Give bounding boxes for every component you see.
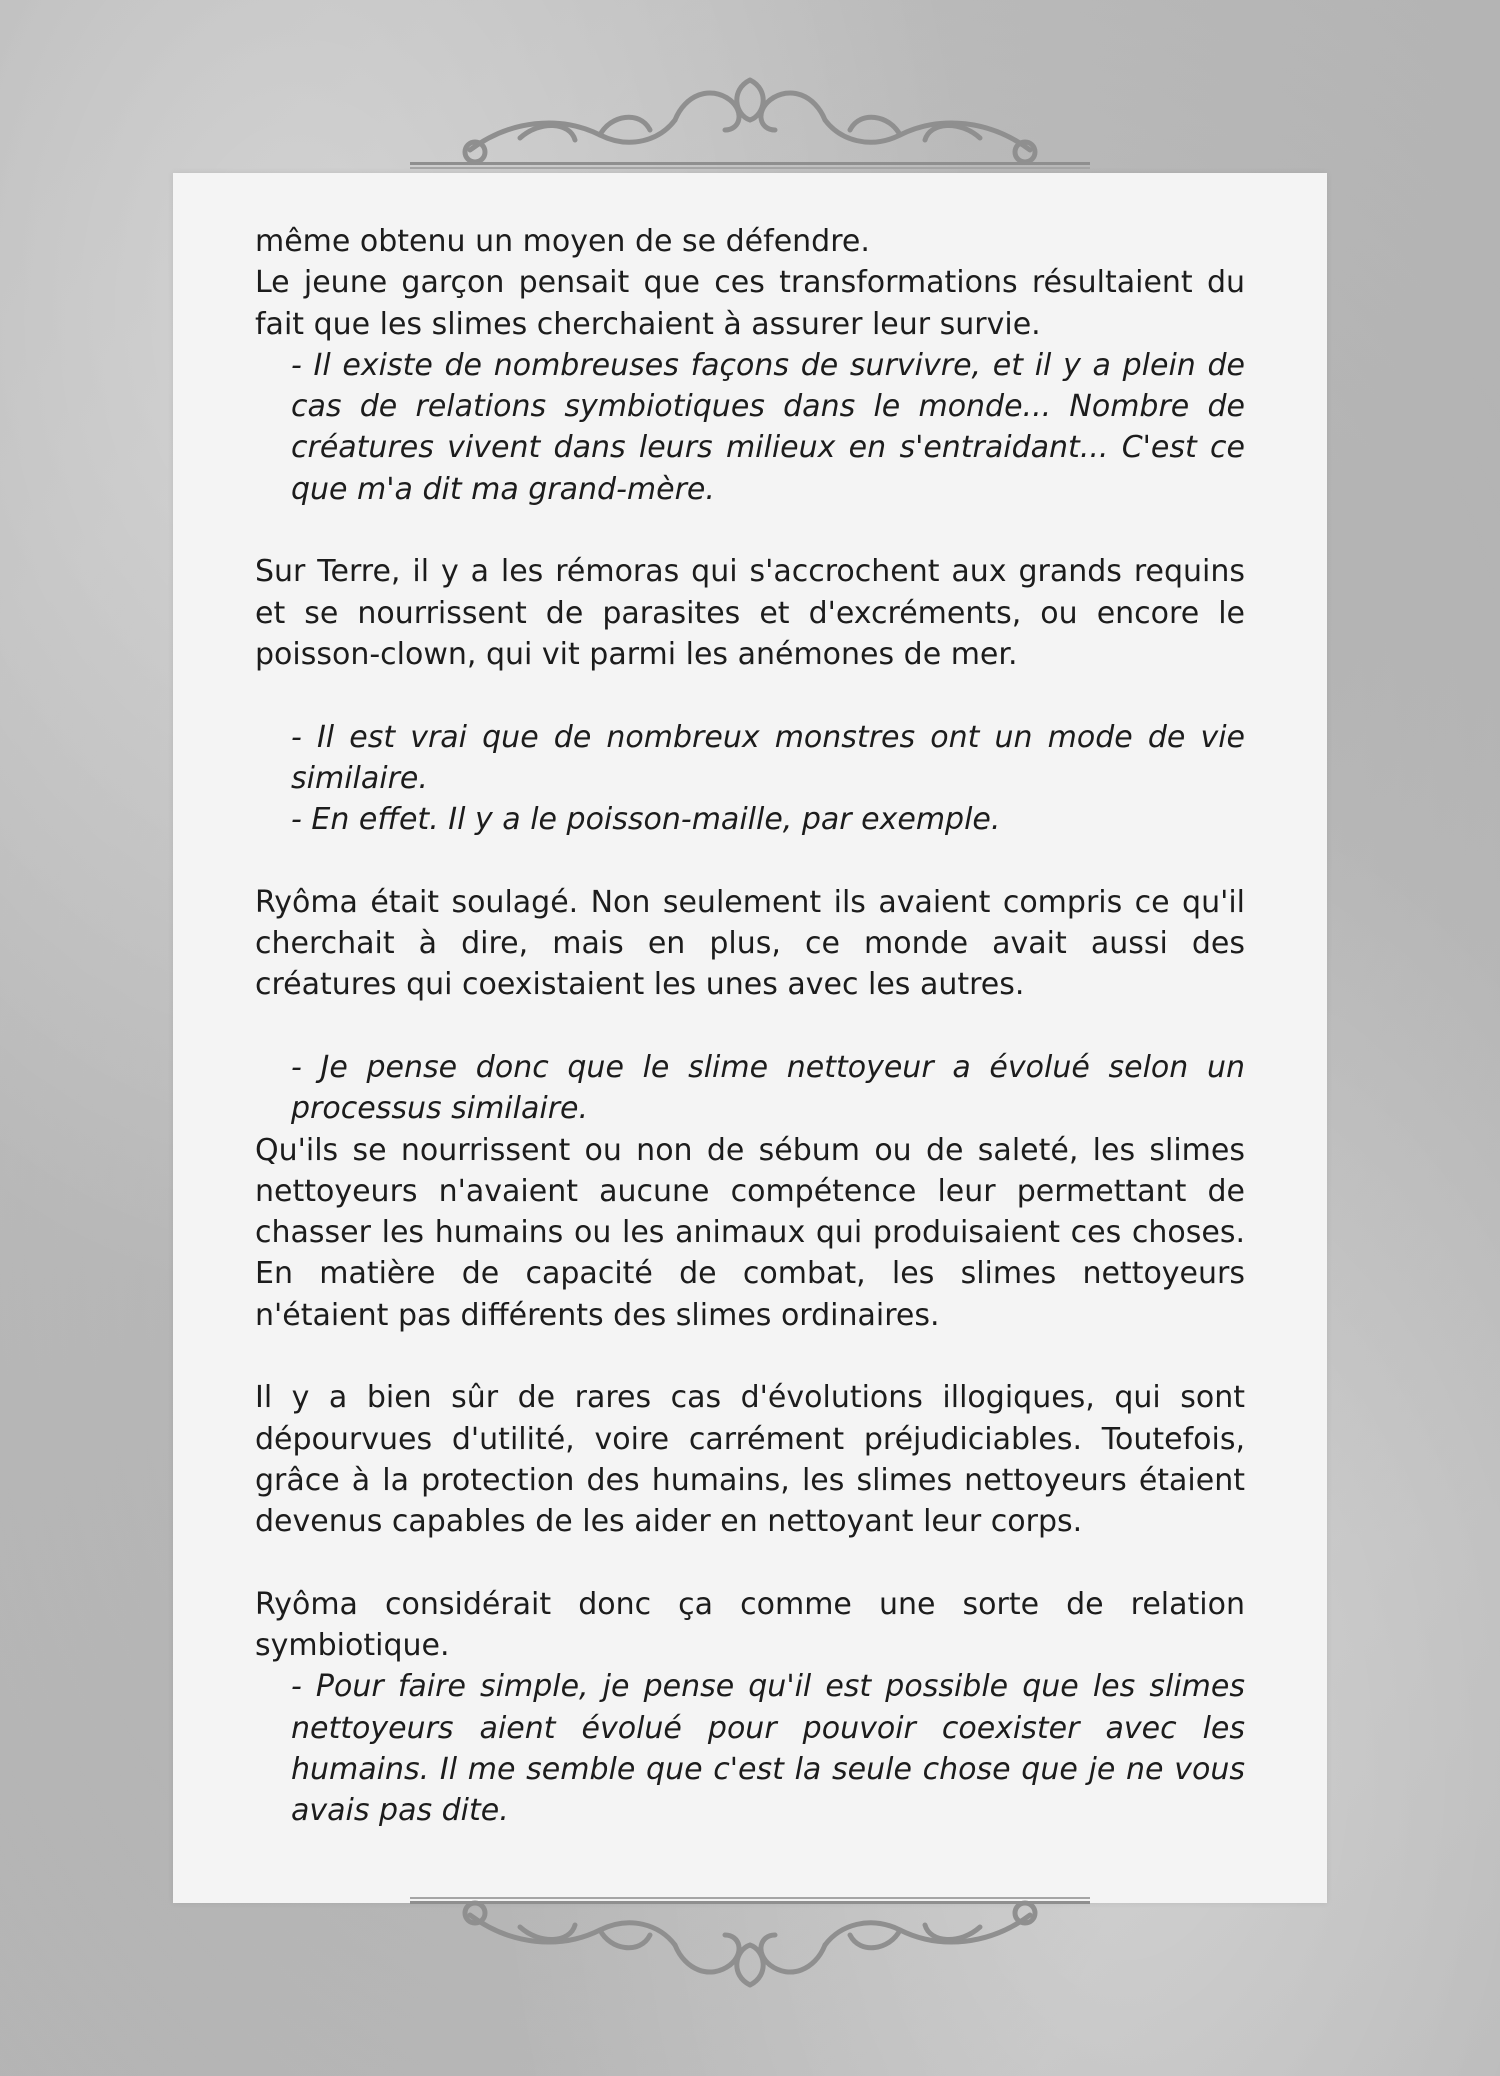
- paragraph: Le jeune garçon pensait que ces transformations résultaient du fait que les slimes cherchaient à assurer leur survie.: [255, 265, 1245, 342]
- dialogue-line: - Pour faire simple, je pense qu'il est possible que les slimes nettoyeurs aient évolué pour pouvoir coexister avec les humains. Il me semble que c'est la seule chose que je ne vous avais pas dite.: [291, 1669, 1245, 1829]
- paragraph-gap: [255, 1336, 1245, 1377]
- paragraph: même obtenu un moyen de se défendre.: [255, 224, 870, 259]
- paragraph: Qu'ils se nourrissent ou non de sébum ou de saleté, les slimes nettoyeurs n'avaient aucune compétence leur permettant de chasser les humains ou les animaux qui produisaient ces choses. En matière de capacité de combat, les slimes nettoyeurs n'étaient pas différents des slimes ordinaires.: [255, 1132, 1245, 1333]
- paragraph: Sur Terre, il y a les rémoras qui s'accrochent aux grands requins et se nourrissent de parasites et d'excréments, ou encore le poisson-clown, qui vit parmi les anémones de mer.: [255, 554, 1245, 672]
- dialogue-line: - En effet. Il y a le poisson-maille, par exemple.: [291, 802, 1001, 838]
- bottom-ornament-icon: [400, 1895, 1100, 2005]
- dialogue-line: - Je pense donc que le slime nettoyeur a évolué selon un processus similaire.: [291, 1049, 1245, 1127]
- top-ornament-icon: [400, 60, 1100, 170]
- paragraph-gap: [255, 840, 1245, 881]
- paragraph-gap: [255, 1006, 1245, 1047]
- paragraph: Ryôma considérait donc ça comme une sorte de relation symbiotique.: [255, 1586, 1245, 1664]
- paragraph-gap: [255, 510, 1245, 551]
- page-paper: [173, 173, 1327, 1903]
- body-text: [255, 221, 1245, 1832]
- paragraph: Il y a bien sûr de rares cas d'évolutions illogiques, qui sont dépourvues d'utilité, voire carrément préjudiciables. Toutefois, grâce à la protection des humains, les slimes nettoyeurs étaient devenus capables de les aider en nettoyant leur corps.: [255, 1380, 1245, 1540]
- dialogue-line: - Il est vrai que de nombreux monstres ont un mode de vie similaire.: [291, 719, 1245, 796]
- paragraph-gap: [255, 1543, 1245, 1584]
- paragraph: Ryôma était soulagé. Non seulement ils avaient compris ce qu'il cherchait à dire, mais en plus, ce monde avait aussi des créatures qui coexistaient les unes avec les autres.: [255, 884, 1245, 1003]
- paragraph-gap: [255, 675, 1245, 716]
- dialogue-line: - Il existe de nombreuses façons de survivre, et il y a plein de cas de relations symbiotiques dans le monde... Nombre de créatures vivent dans leurs milieux en s'entraidant... C'est ce que m'a dit ma grand-mère.: [291, 347, 1245, 507]
